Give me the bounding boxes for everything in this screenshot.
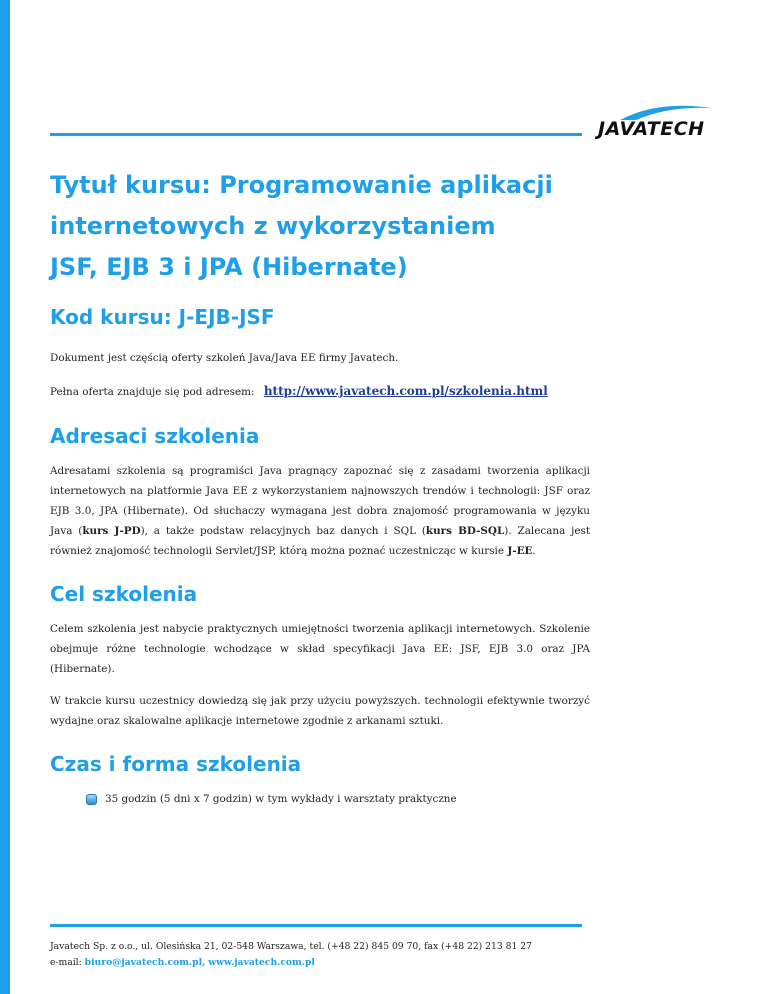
audience-text-3: ). Zalecana jest również znajomość technologii Servlet/JSP, którą można poznać uczestnicząc w kursie [50,525,590,557]
logo-text: JAVATECH [598,118,705,140]
goal-heading: Cel szkolenia [50,582,198,606]
time-heading: Czas i forma szkolenia [50,752,302,776]
audience-text-1: Adresatami szkolenia są programiści Java pragnący zapoznać się z zasadami tworzenia aplikacji internetowych na platformie Java EE z wykorzystaniem najnowszych trendów i technologii: JSF oraz EJB 3.0, JPA (Hibernate). Od słuchaczy wymagana jest dobra znajomość programowania w języku Java ( [50,465,590,537]
list-item-text: 35 godzin (5 dni x 7 godzin) w tym wykłady i warsztaty praktyczne [105,793,457,805]
footer-website-link[interactable]: www.javatech.com.pl [208,957,315,968]
course-ref-j-ee: J-EE [507,545,533,557]
course-code: Kod kursu: J-EJB-JSF [50,305,275,329]
audience-paragraph [50,461,590,561]
audience-text-2: ), a także podstaw relacyjnych baz danych i SQL ( [140,525,426,537]
course-ref-j-pd: kurs J-PD [82,525,141,537]
course-title [50,165,590,288]
time-list [86,789,590,809]
left-accent-bar [0,0,10,994]
document-content [50,165,590,809]
header-rule [50,133,582,136]
goal-paragraph-1: Celem szkolenia jest nabycie praktycznych umiejętności tworzenia aplikacji internetowych. Szkolenie obejmuje różne technologie wchodzące w skład specyfikacji Java EE: JSF, EJB 3.0 oraz JPA (Hibernate). [50,623,590,675]
course-ref-bd-sql: kurs BD-SQL [425,525,505,537]
course-title-line2: internetowych z wykorzystaniem [50,212,496,240]
audience-heading: Adresaci szkolenia [50,424,260,448]
footer-separator: , [202,957,206,968]
audience-text-4: . [532,545,536,557]
offer-label: Pełna oferta znajduje się pod adresem: [50,386,255,398]
footer-email-label: e-mail: [50,957,82,968]
javatech-logo [598,102,720,142]
footer-contact [50,955,532,971]
offer-link[interactable]: http://www.javatech.com.pl/szkolenia.html [263,384,548,398]
list-item [86,789,590,809]
goal-paragraph-2: W trakcie kursu uczestnicy dowiedzą się jak przy użyciu powyższych. technologii efektywnie tworzyć wydajne oraz skalowalne aplikacje internetowe zgodnie z arkanami sztuki. [50,695,590,727]
footer-email-link[interactable]: biuro@javatech.com.pl [84,957,203,968]
intro-text: Dokument jest częścią oferty szkoleń Java/Java EE firmy Javatech. [50,352,399,364]
footer [50,939,532,971]
offer-line [50,380,590,403]
course-title-line1: Tytuł kursu: Programowanie aplikacji [50,171,553,199]
course-title-line3: JSF, EJB 3 i JPA (Hibernate) [50,253,408,281]
footer-rule [50,924,582,927]
footer-address: Javatech Sp. z o.o., ul. Olesińska 21, 02-548 Warszawa, tel. (+48 22) 845 09 70, fax (+48 22) 213 81 27 [50,941,532,952]
bullet-icon [86,794,97,805]
